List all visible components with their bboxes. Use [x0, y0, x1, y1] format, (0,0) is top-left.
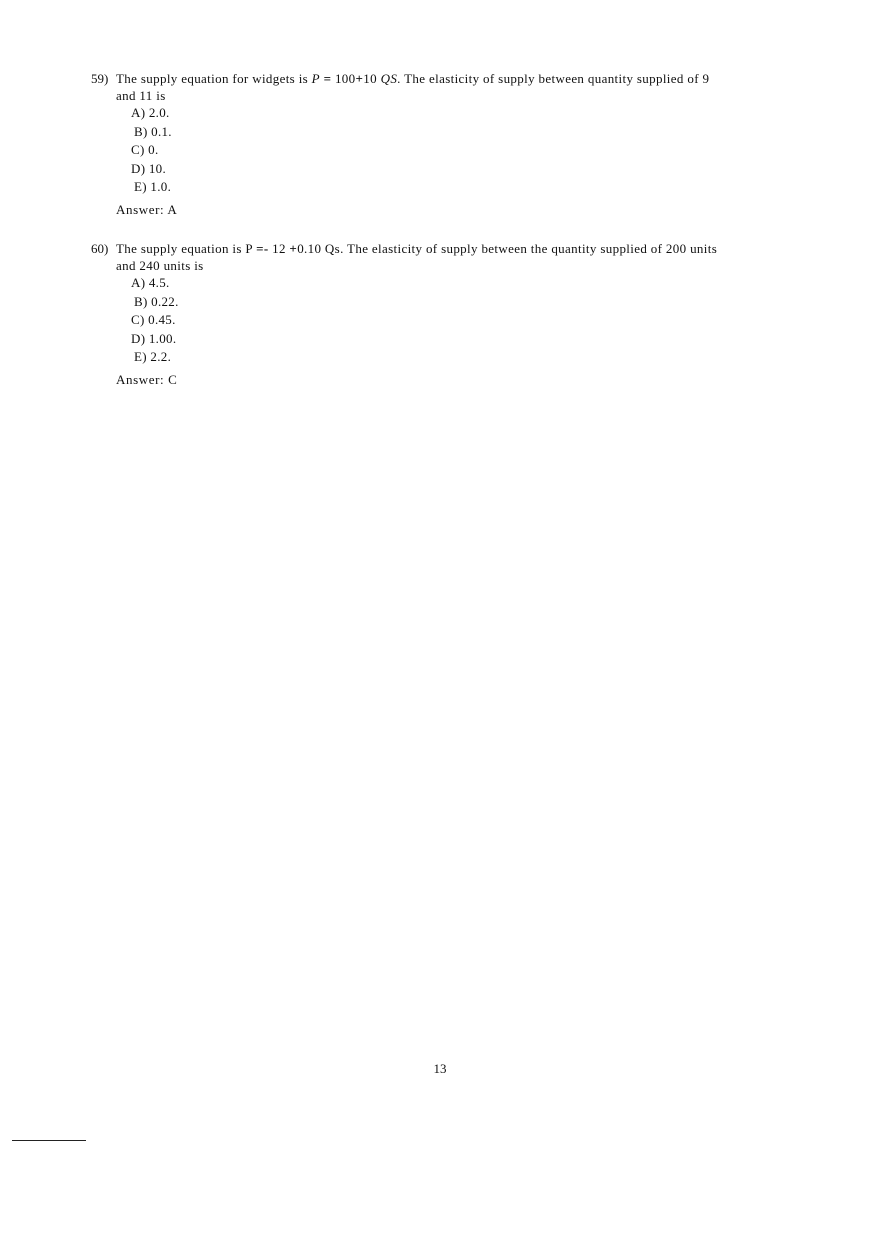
answer-options [0, 104, 880, 197]
question-60 [0, 240, 880, 388]
option-d: D) 10. [131, 160, 167, 176]
equation-variable-p: P [311, 71, 320, 86]
option-a: A) 2.0. [131, 105, 170, 120]
option-c: C) 0.45. [131, 312, 176, 327]
question-text-line-1: The supply equation for widgets is P = 100+10 QS. The elasticity of supply between quantity supplied of 9 [116, 71, 710, 86]
answer-key: Answer: C [116, 371, 178, 387]
question-59 [0, 70, 880, 218]
equation-plus: + [289, 241, 298, 256]
page-number: 13 [433, 1061, 447, 1076]
question-number: 60) [91, 241, 109, 256]
option-a: A) 4.5. [131, 275, 170, 290]
equation-coefficient: 10 [363, 71, 381, 86]
question-stem [0, 240, 880, 274]
equation-constant: 100 [331, 71, 356, 86]
question-text-line-2: and 240 units is [116, 258, 204, 273]
equation-equals: = [323, 71, 332, 86]
footer-rule [12, 1140, 86, 1141]
question-text-line-2: and 11 is [116, 88, 166, 103]
equation-variable-qs: QS [380, 71, 398, 86]
equation-equals-minus: =- [256, 241, 269, 256]
option-b: B) 0.1. [134, 123, 172, 139]
answer-options [0, 274, 880, 367]
option-d: D) 1.00. [131, 330, 177, 346]
option-e: E) 2.2. [134, 349, 172, 364]
question-stem [0, 70, 880, 104]
option-b: B) 0.22. [134, 293, 179, 309]
question-text-line-1: The supply equation is P =- 12 +0.10 Qs. The elasticity of supply between the quantity supplied of 200 units [116, 241, 718, 256]
option-e: E) 1.0. [134, 179, 172, 194]
option-c: C) 0. [131, 142, 159, 157]
equation-plus: + [355, 71, 364, 86]
equation-intercept: 12 [268, 241, 290, 256]
answer-key: Answer: A [116, 201, 178, 217]
question-number: 59) [91, 71, 109, 86]
